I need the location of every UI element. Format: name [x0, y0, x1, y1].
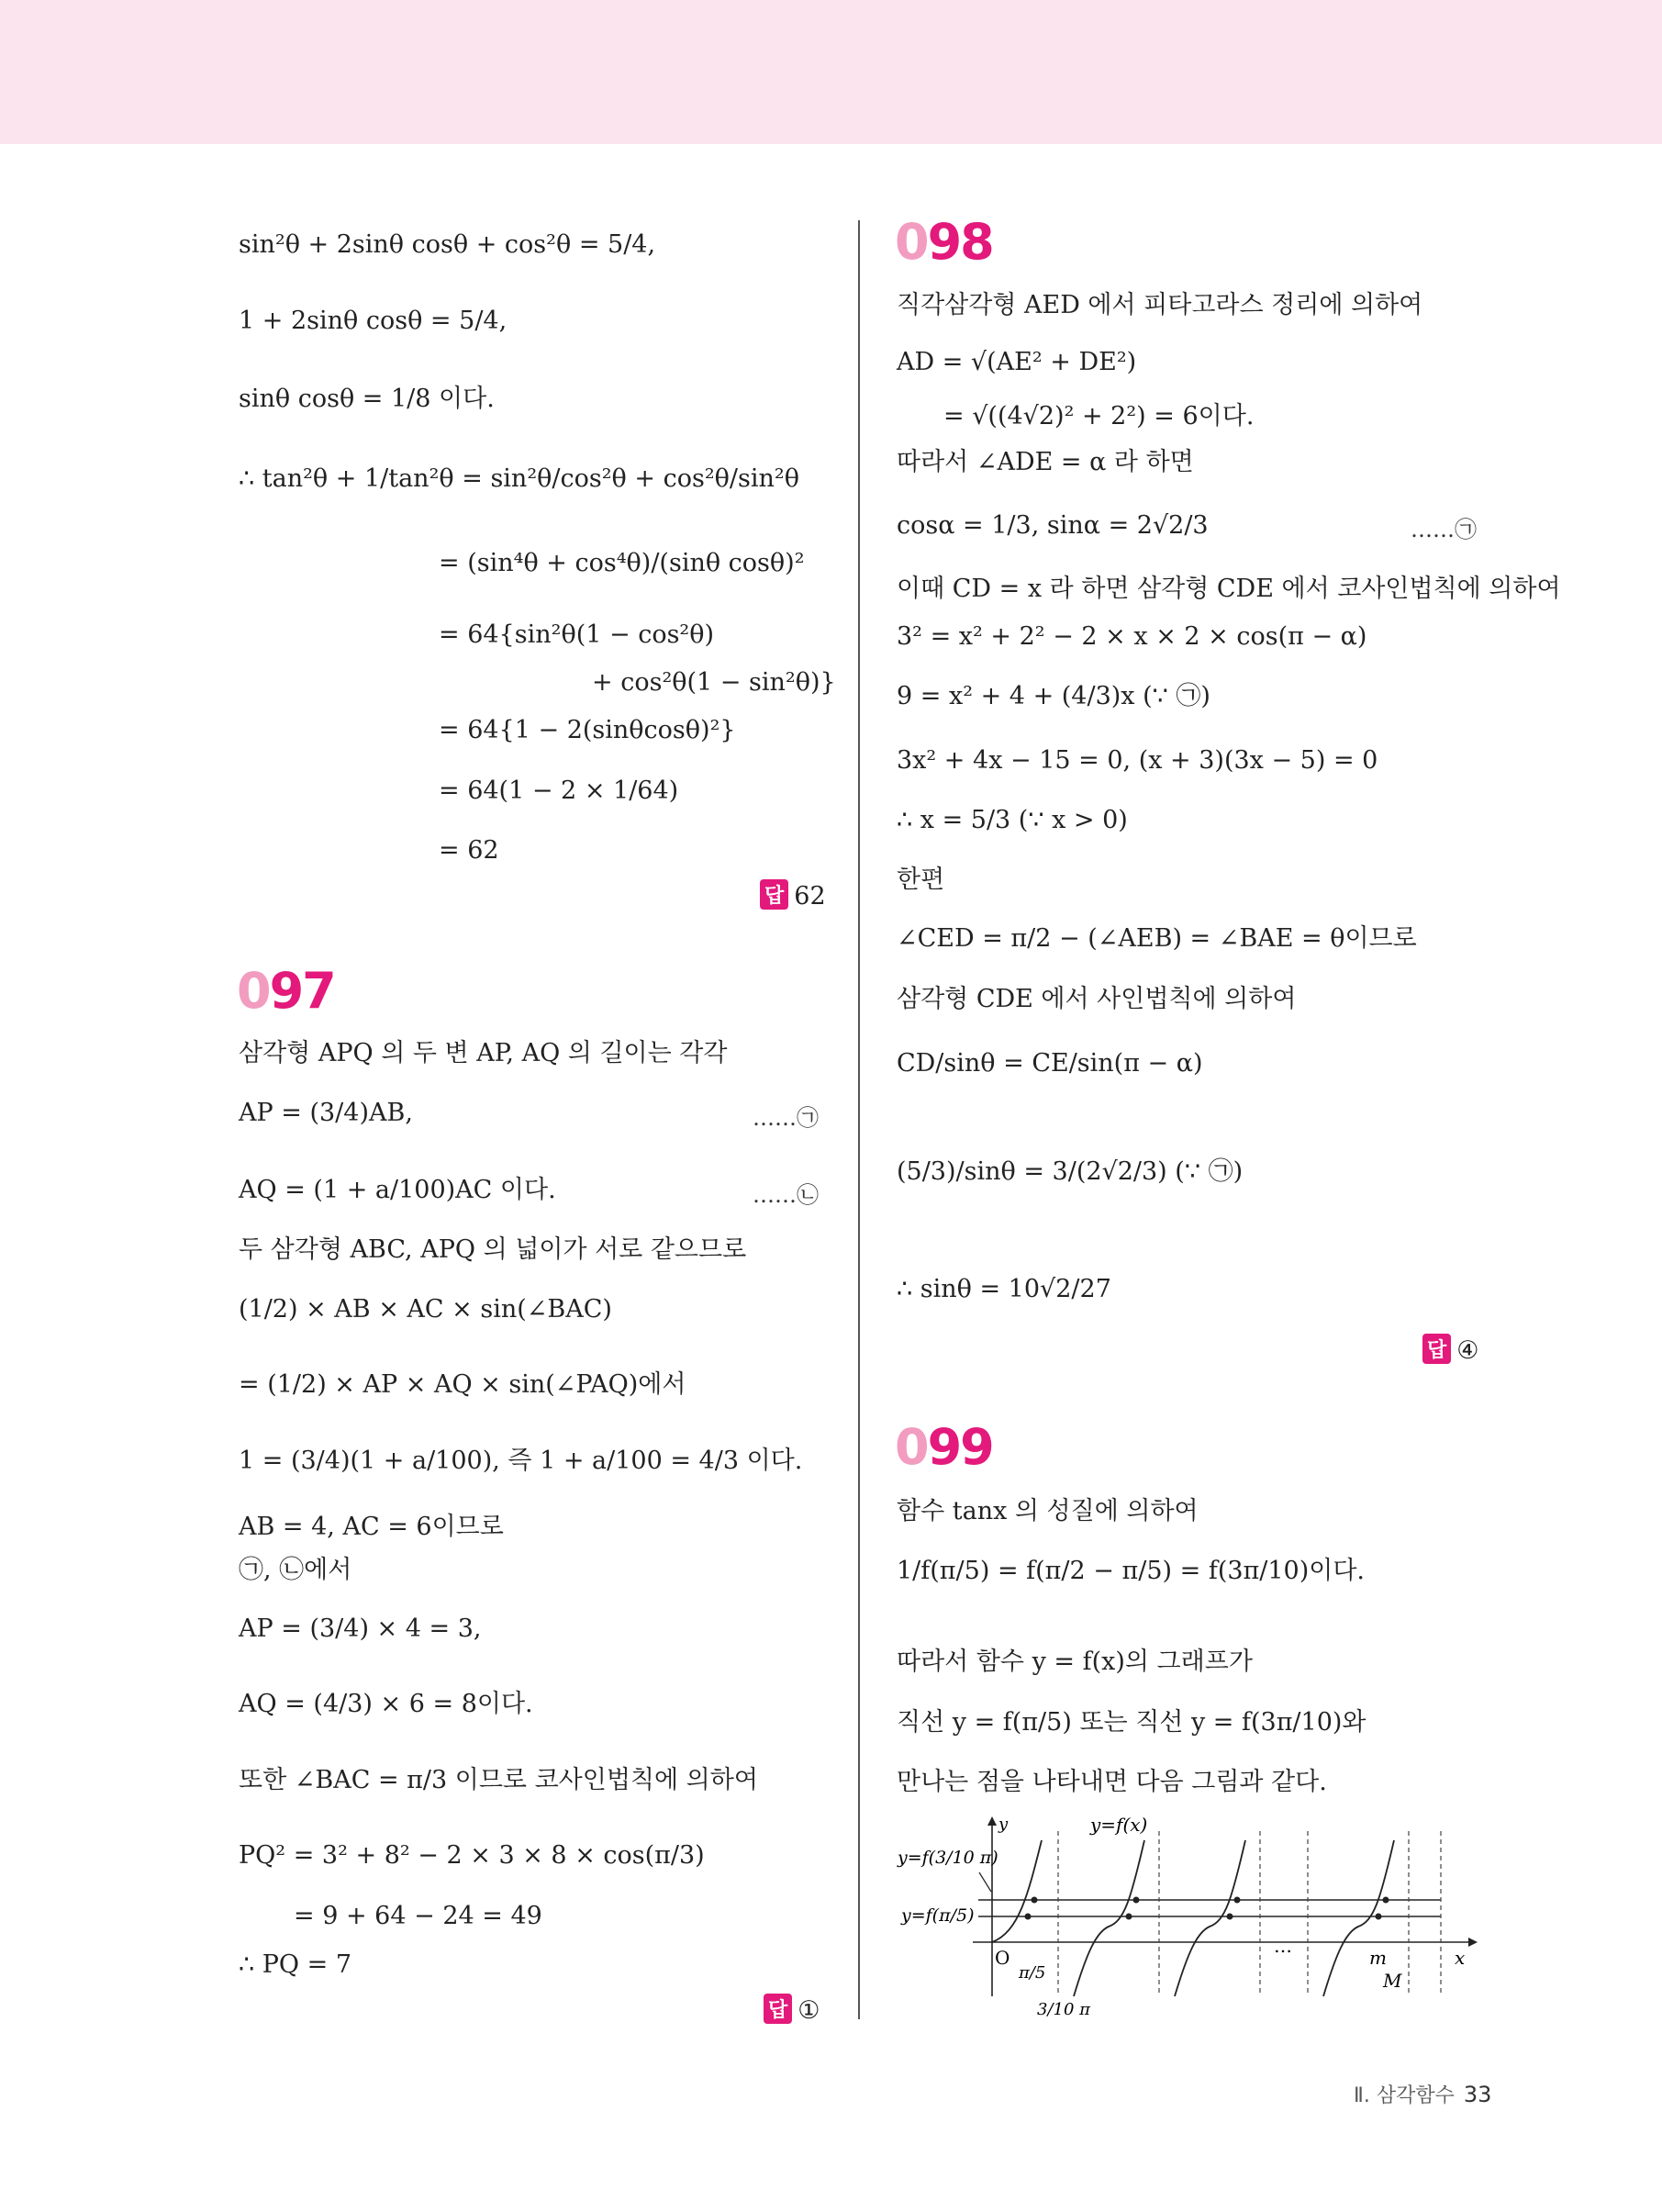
intersection-point	[1032, 1897, 1038, 1904]
math-line: sinθ cosθ = 1/8 이다.	[239, 385, 495, 413]
x-axis-label: x	[1455, 1947, 1466, 1969]
column-divider	[858, 220, 860, 2019]
text-line: 또한 ∠BAC = π/3 이므로 코사인법칙에 의하여	[239, 1766, 758, 1794]
text-line: 삼각형 CDE 에서 사인법칙에 의하여	[897, 985, 1297, 1013]
curve-label: y=f(x)	[1090, 1814, 1148, 1836]
math-line: AD = √(AE² + DE²)	[897, 348, 1137, 376]
math-line: AP = (3/4) × 4 = 3,	[239, 1614, 482, 1643]
problem-number-099: 099	[895, 1418, 993, 1476]
label-pointer	[979, 1872, 991, 1892]
math-line: PQ² = 3² + 8² − 2 × 3 × 8 × cos(π/3)	[239, 1841, 705, 1870]
x-axis-arrow	[1468, 1938, 1478, 1947]
answer-098: 답 ④	[1422, 1334, 1478, 1365]
header-banner	[0, 0, 1662, 144]
math-line: ∴ tan²θ + 1/tan²θ = sin²θ/cos²θ + cos²θ/sin²θ	[239, 464, 799, 493]
answer-096: 답 62	[760, 879, 826, 910]
math-line: (5/3)/sinθ = 3/(2√2/3) (∵ ㉠)	[897, 1157, 1244, 1186]
page-number: 33	[1463, 2082, 1492, 2107]
tan-branch	[1074, 1840, 1144, 1996]
math-line: 3x² + 4x − 15 = 0, (x + 3)(3x − 5) = 0	[897, 746, 1378, 775]
math-line: ∴ x = 5/3 (∵ x > 0)	[897, 806, 1128, 834]
math-line: 1 + 2sinθ cosθ = 5/4,	[239, 307, 508, 335]
math-line: = 62	[439, 836, 499, 865]
tan-branch	[1175, 1840, 1245, 1996]
text-line: 따라서 함수 y = f(x)의 그래프가	[897, 1648, 1253, 1676]
math-line: AQ = (4/3) × 6 = 8이다.	[239, 1690, 533, 1718]
y-axis-arrow	[987, 1816, 997, 1826]
math-line: 직선 y = f(π/5) 또는 직선 y = f(3π/10)와	[897, 1708, 1366, 1737]
problem-number-098: 098	[895, 213, 993, 271]
answer-badge: 답	[764, 1994, 792, 2024]
upper-line-label: y=f(3/10 π)	[898, 1848, 998, 1868]
math-line: + cos²θ(1 − sin²θ)}	[592, 668, 836, 697]
intersection-point	[1376, 1914, 1382, 1920]
y-axis-label: y	[998, 1815, 1009, 1834]
origin-label: O	[995, 1947, 1010, 1969]
intersection-point	[1234, 1897, 1241, 1904]
text-line: ㉠, ㉡에서	[239, 1556, 352, 1584]
text-line: 따라서 ∠ADE = α 라 하면	[897, 448, 1194, 476]
M-label: M	[1383, 1970, 1402, 1992]
text-line: 함수 tanx 의 성질에 의하여	[897, 1497, 1199, 1525]
tick-label-3pi-10: 3/10 π	[1037, 2000, 1090, 2019]
problem-number-097: 097	[237, 962, 335, 1020]
m-label: m	[1369, 1947, 1387, 1969]
math-line: = 64{sin²θ(1 − cos²θ)	[439, 620, 715, 649]
text-line: 만나는 점을 나타내면 다음 그림과 같다.	[897, 1768, 1327, 1796]
chapter-label: Ⅱ. 삼각함수	[1354, 2084, 1455, 2107]
intersection-point	[1126, 1914, 1132, 1920]
intersection-point	[1227, 1914, 1233, 1920]
text-line: 두 삼각형 ABC, APQ 의 넓이가 서로 같으므로	[239, 1235, 747, 1264]
answer-badge: 답	[1422, 1334, 1451, 1364]
math-line: = 64{1 − 2(sinθcosθ)²}	[439, 716, 736, 744]
math-line: = (1/2) × AP × AQ × sin(∠PAQ)에서	[239, 1370, 686, 1399]
math-line: cosα = 1/3, sinα = 2√2/3	[897, 511, 1209, 540]
math-line: AP = (3/4)AB,	[239, 1099, 413, 1127]
math-line: = √((4√2)² + 2²) = 6이다.	[943, 402, 1255, 430]
text-line: 직각삼각형 AED 에서 피타고라스 정리에 의하여	[897, 291, 1423, 319]
text-line: 삼각형 APQ 의 두 변 AP, AQ 의 길이는 각각	[239, 1039, 728, 1067]
math-line: ∴ sinθ = 10√2/27	[897, 1275, 1111, 1303]
answer-097: 답 ①	[764, 1994, 820, 2025]
math-line: = 9 + 64 − 24 = 49	[294, 1902, 542, 1930]
intersection-point	[1025, 1914, 1032, 1920]
math-line: CD/sinθ = CE/sin(π − α)	[897, 1049, 1203, 1078]
math-line: AB = 4, AC = 6이므로	[239, 1513, 504, 1541]
text-line: 이때 CD = x 라 하면 삼각형 CDE 에서 코사인법칙에 의하여	[897, 575, 1561, 603]
tick-label-pi-5: π/5	[1019, 1963, 1046, 1983]
math-line: sin²θ + 2sinθ cosθ + cos²θ = 5/4,	[239, 230, 656, 259]
ellipsis-label: …	[1274, 1935, 1292, 1957]
intersection-point	[1383, 1897, 1389, 1904]
tangent-graph	[890, 1813, 1478, 2024]
math-line: = (sin⁴θ + cos⁴θ)/(sinθ cosθ)²	[439, 549, 805, 577]
math-line: AQ = (1 + a/100)AC 이다.	[239, 1176, 556, 1204]
math-line: 1 = (3/4)(1 + a/100), 즉 1 + a/100 = 4/3 이다.	[239, 1447, 803, 1475]
text-line: 한편	[897, 866, 945, 894]
lower-line-label: y=f(π/5)	[901, 1905, 975, 1926]
math-line: 1/f(π/5) = f(π/2 − π/5) = f(3π/10)이다.	[897, 1557, 1366, 1585]
math-line: (1/2) × AB × AC × sin(∠BAC)	[239, 1295, 612, 1324]
equation-tag: ……㉡	[753, 1182, 819, 1208]
equation-tag: ……㉠	[753, 1105, 819, 1131]
math-line: 9 = x² + 4 + (4/3)x (∵ ㉠)	[897, 682, 1210, 710]
answer-badge: 답	[760, 879, 788, 910]
tan-branch	[992, 1840, 1042, 1942]
math-line: ∴ PQ = 7	[239, 1950, 352, 1979]
intersection-point	[1133, 1897, 1140, 1904]
math-line: = 64(1 − 2 × 1/64)	[439, 776, 679, 805]
math-line: 3² = x² + 2² − 2 × x × 2 × cos(π − α)	[897, 622, 1367, 651]
page-footer	[1354, 2080, 1491, 2108]
math-line: ∠CED = π/2 − (∠AEB) = ∠BAE = θ이므로	[897, 924, 1417, 953]
equation-tag: ……㉠	[1411, 517, 1477, 542]
